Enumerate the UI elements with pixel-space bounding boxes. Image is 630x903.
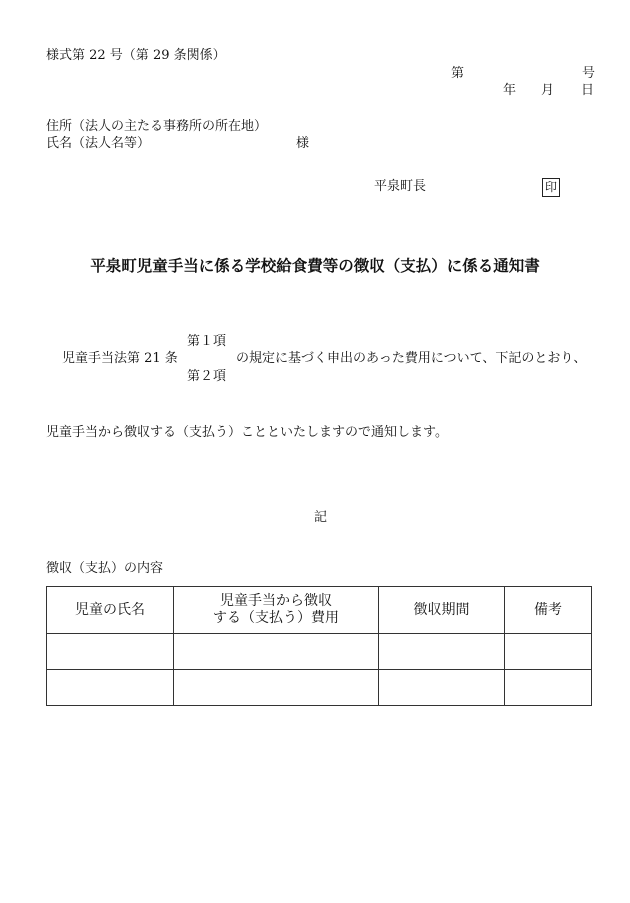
date-year: 年 — [503, 83, 517, 98]
clause-2: 第２項 — [187, 369, 227, 384]
table-cell — [505, 634, 592, 670]
body-line2: 児童手当から徴収する（支払う）ことといたしますので通知します。 — [46, 425, 448, 440]
doc-number-suffix: 号 — [582, 66, 596, 81]
recipient-name-label: 氏名（法人名等） — [46, 136, 151, 151]
content-table — [46, 586, 592, 706]
form-number: 様式第 22 号（第 29 条関係） — [46, 48, 226, 63]
table-caption: 徴収（支払）の内容 — [46, 561, 164, 576]
date-day: 日 — [581, 83, 595, 98]
table-cell — [174, 634, 379, 670]
recipient-honorific: 様 — [296, 136, 310, 151]
recipient-address-label: 住所（法人の主たる事務所の所在地） — [46, 119, 268, 134]
header-child-name: 児童の氏名 — [47, 587, 174, 634]
table-row — [47, 670, 592, 706]
table-cell — [47, 634, 174, 670]
table-row — [47, 634, 592, 670]
header-fee: 児童手当から徴収 する（支払う）費用 — [174, 587, 379, 634]
table-cell — [505, 670, 592, 706]
document-title: 平泉町児童手当に係る学校給食費等の徴収（支払）に係る通知書 — [90, 257, 540, 275]
table-cell — [174, 670, 379, 706]
doc-number-prefix: 第 — [451, 66, 465, 81]
table-cell — [47, 670, 174, 706]
ki-mark: 記 — [314, 510, 328, 525]
table-cell — [379, 634, 505, 670]
header-remarks: 備考 — [505, 587, 592, 634]
law-reference: 児童手当法第 21 条 — [62, 351, 178, 366]
header-period: 徴収期間 — [379, 587, 505, 634]
date-month: 月 — [541, 83, 555, 98]
seal-mark: 印 — [542, 178, 560, 197]
table-header-row — [47, 587, 592, 634]
sender-title: 平泉町長 — [374, 179, 427, 194]
body-line1: の規定に基づく申出のあった費用について、下記のとおり、 — [236, 351, 587, 366]
table-cell — [379, 670, 505, 706]
clause-1: 第１項 — [187, 334, 227, 349]
